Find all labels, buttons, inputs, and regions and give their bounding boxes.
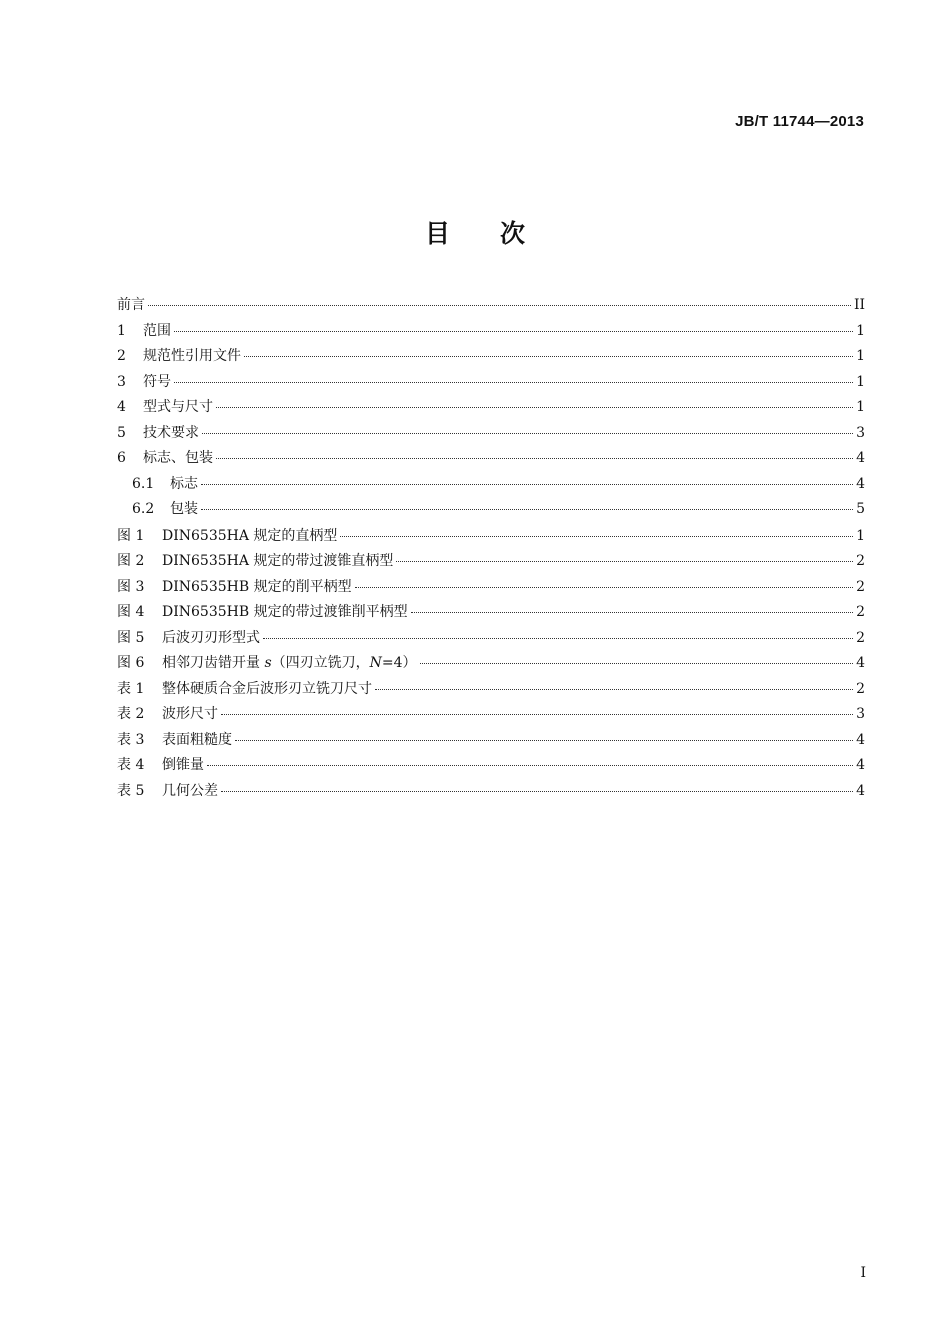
toc-dot-leader <box>202 433 853 434</box>
toc-entry-label: 符号 <box>143 373 171 390</box>
toc-entry[interactable] <box>117 677 865 703</box>
toc-dot-leader <box>148 305 851 306</box>
toc-dot-leader <box>244 356 853 357</box>
toc-entry-page: 2 <box>856 604 865 620</box>
toc-entry-label: 倒锥量 <box>162 757 204 773</box>
toc-entry-page: 1 <box>856 322 865 339</box>
toc-entry-number: 图 4 <box>117 604 145 620</box>
toc-entry[interactable] <box>117 728 865 754</box>
toc-entry[interactable] <box>117 702 865 728</box>
toc-entry-number: 表 1 <box>117 680 145 697</box>
toc-entry-number: 图 5 <box>117 629 145 646</box>
toc-dot-leader <box>216 407 853 408</box>
toc-dot-leader <box>174 382 853 383</box>
toc-entry[interactable] <box>117 319 865 345</box>
document-code: JB/T 11744—2013 <box>735 113 864 130</box>
toc-entry-page: 3 <box>856 424 865 441</box>
toc-entry-page: 1 <box>856 373 865 390</box>
toc-entry-number: 1 <box>117 322 126 339</box>
toc-entry-label: 规范性引用文件 <box>143 348 241 364</box>
toc-entry-page: 1 <box>856 399 865 415</box>
toc-dot-leader <box>375 689 853 690</box>
toc-entry-page: 4 <box>856 450 865 466</box>
toc-dot-leader <box>235 740 853 741</box>
toc-entry-page: 4 <box>856 782 865 799</box>
toc-entry-number: 5 <box>117 424 126 441</box>
toc-entry-page: 2 <box>856 629 865 646</box>
toc-entry-page: 2 <box>856 578 865 595</box>
toc-dot-leader <box>207 765 853 766</box>
toc-entry-label: DIN6535HA 规定的直柄型 <box>162 527 338 544</box>
toc-dot-leader <box>201 509 853 510</box>
toc-entry-page: 5 <box>856 501 865 517</box>
toc-entry[interactable] <box>117 497 865 523</box>
toc-entry-label: DIN6535HB 规定的带过渡锥削平柄型 <box>162 604 408 620</box>
toc-entry-number: 图 6 <box>117 655 145 671</box>
toc-entry-number: 图 3 <box>117 578 145 595</box>
toc-entry-label: 范围 <box>143 322 171 339</box>
toc-entry-page: 3 <box>856 706 865 722</box>
toc-dot-leader <box>174 331 853 332</box>
toc-entry-number: 2 <box>117 348 126 364</box>
toc-entry-number: 6.2 <box>132 501 155 517</box>
toc-entry-label: 包装 <box>170 501 198 517</box>
toc-entry[interactable] <box>117 753 865 779</box>
toc-entry[interactable] <box>117 446 865 472</box>
toc-entry-label: 波形尺寸 <box>162 706 218 722</box>
toc-dot-leader <box>221 714 853 715</box>
toc-dot-leader <box>411 612 853 613</box>
toc-entry-number: 4 <box>117 399 126 415</box>
toc-dot-leader <box>263 638 853 639</box>
toc-entry-page: II <box>853 297 865 313</box>
title-char-1: 目 <box>424 219 450 248</box>
toc-dot-leader <box>355 587 853 588</box>
toc-entry-label: 技术要求 <box>143 424 199 441</box>
toc-entry-label: 几何公差 <box>162 782 218 799</box>
toc-entry[interactable] <box>117 575 865 601</box>
toc-entry-page: 4 <box>856 475 865 492</box>
toc-entry[interactable] <box>117 293 865 319</box>
toc-entry[interactable] <box>117 395 865 421</box>
toc-entry-label: DIN6535HB 规定的削平柄型 <box>162 578 352 595</box>
toc-dot-leader <box>340 536 853 537</box>
toc-entry-label: 表面粗糙度 <box>162 731 232 748</box>
toc-dot-leader <box>201 484 853 485</box>
toc-entry-number: 图 1 <box>117 527 145 544</box>
toc-entry[interactable] <box>117 344 865 370</box>
toc-entry-label: DIN6535HA 规定的带过渡锥直柄型 <box>162 553 394 569</box>
toc-entry-label: 型式与尺寸 <box>143 399 213 415</box>
toc-entry[interactable] <box>117 651 865 677</box>
toc-entry-label: 前言 <box>117 297 145 313</box>
toc-dot-leader <box>216 458 853 459</box>
toc-entry-page: 4 <box>856 655 865 671</box>
toc-entry-page: 1 <box>856 527 865 544</box>
toc-entry-number: 表 2 <box>117 706 145 722</box>
toc-entry-label: 整体硬质合金后波形刃立铣刀尺寸 <box>162 680 372 697</box>
toc-dot-leader <box>221 791 853 792</box>
title-char-2: 次 <box>500 219 526 248</box>
toc-entry-label: 标志、包装 <box>143 450 213 466</box>
toc-entry-page: 4 <box>856 757 865 773</box>
toc-entry[interactable] <box>117 524 865 550</box>
toc-entry-number: 6.1 <box>132 475 155 492</box>
toc-dot-leader <box>396 561 853 562</box>
toc-entry-label: 后波刃刃形型式 <box>162 629 260 646</box>
toc-entry[interactable] <box>117 626 865 652</box>
toc-entry-page: 1 <box>856 348 865 364</box>
toc-entry-label: 相邻刀齿错开量 s（四刃立铣刀，N=4） <box>162 655 417 671</box>
toc-entry-number: 表 5 <box>117 782 145 799</box>
toc-dot-leader <box>420 663 854 664</box>
table-of-contents <box>117 293 865 804</box>
toc-entry[interactable] <box>117 549 865 575</box>
toc-entry-number: 3 <box>117 373 126 390</box>
toc-entry-page: 2 <box>856 553 865 569</box>
page-title <box>0 214 950 250</box>
toc-entry[interactable] <box>117 370 865 396</box>
toc-entry-number: 6 <box>117 450 126 466</box>
toc-entry[interactable] <box>117 600 865 626</box>
toc-entry-number: 表 3 <box>117 731 145 748</box>
toc-entry-number: 图 2 <box>117 553 145 569</box>
toc-entry-number: 表 4 <box>117 757 145 773</box>
toc-entry-page: 2 <box>856 680 865 697</box>
toc-entry-label: 标志 <box>170 475 198 492</box>
toc-entry[interactable] <box>117 779 865 805</box>
toc-entry[interactable] <box>117 472 865 498</box>
toc-entry[interactable] <box>117 421 865 447</box>
toc-entry-page: 4 <box>856 731 865 748</box>
page-number: I <box>860 1265 866 1281</box>
